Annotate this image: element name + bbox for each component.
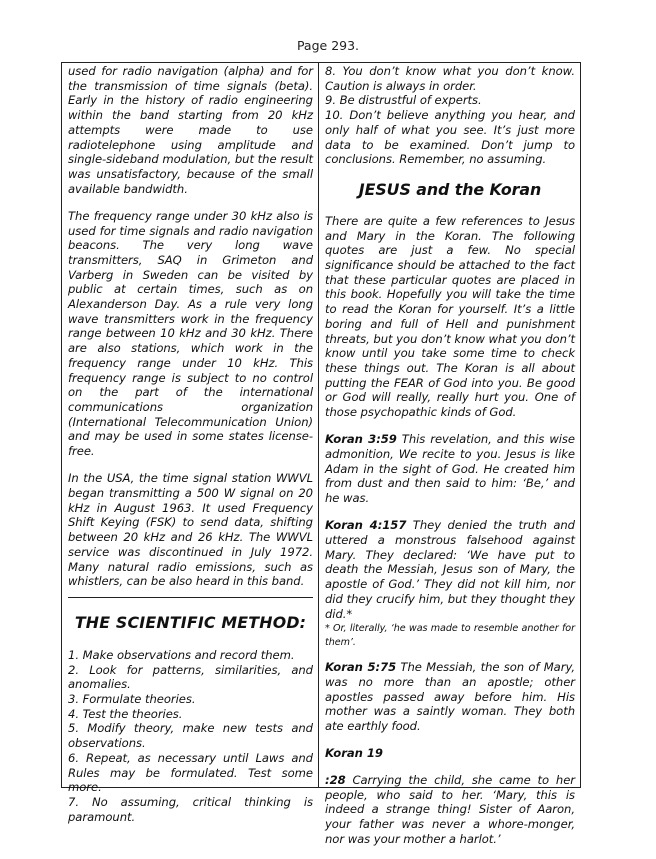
paragraph-koran-intro: There are quite a few references to Jesus and Mary in the Koran. The following quotes are just a few. No special significance should be attached to the fact that these particular quotes are placed in this book. Hopefully you will take the time to read the Koran for yourself. It’s a little boring and full of Hell and punishment threats, but you don’t know what you don’t know until you take some time to check these things out. The Koran is all about putting the FEAR of God into you. Be good or God will really, really hurt you. One of those psychopathic kinds of God. — [325, 213, 575, 420]
method-step: 2. Look for patterns, similarities, and anomalies. — [68, 662, 313, 692]
paragraph-vlf-history: used for radio navigation (alpha) and for the transmission of time signals (beta). Early in the history of radio engineering within the band starting from 20 kHz attempts were made to use radiotelephone using amplitude and single-sideband modulation, but the result was unsatisfactory, because of the small available bandwidth. — [68, 64, 313, 196]
page-number: Page 293. — [296, 38, 360, 53]
method-step: 1. Make observations and record them. — [68, 647, 295, 662]
method-step: 7. No assuming, critical thinking is paramount. — [68, 794, 313, 824]
method-step: 10. Don’t believe anything you hear, and only half of what you see. It’s just more data to be examined. Don’t jump to conclusions. Remember, no assuming. — [325, 108, 575, 167]
right-column — [325, 64, 575, 859]
verse-ref: Koran 4:157 — [325, 518, 407, 533]
method-step: 5. Modify theory, make new tests and observations. — [68, 721, 313, 751]
verse-ref: Koran 5:75 — [325, 660, 397, 675]
verse-text: This revelation, and this wise admonition, We recite to you. Jesus is like Adam in the sight of God. He created him from dust and then said to him: ‘Be,’ and he was. — [325, 432, 576, 506]
verse-koran-19-28 — [325, 773, 575, 847]
paragraph-vlf-frequency-range: The frequency range under 30 kHz also is used for time signals and radio navigation beacons. The very long wave transmitters, SAQ in Grimeton and Varberg in Sweden can be visited by public at certain times, such as on Alexanderson Day. As a rule very long wave transmitters work in the frequency range between 10 kHz and 30 kHz. There are also stations, which work in the frequency range under 10 kHz. This frequency range is subject to no control on the part of the international communications organization (International Telecommunication Union) and may be used in some states license-free. — [68, 208, 313, 459]
column-divider — [318, 63, 319, 787]
method-step: 4. Test the theories. — [68, 706, 183, 721]
paragraph-wwvl: In the USA, the time signal station WWVL began transmitting a 500 W signal on 20 kHz in August 1963. It used Frequency Shift Keying (FSK) to send data, shifting between 20 kHz and 26 kHz. The WWVL service was discontinued in July 1972. Many natural radio emissions, such as whistlers, can be also heard in this band. — [68, 471, 313, 589]
left-column — [68, 64, 313, 824]
method-step: 6. Repeat, as necessary until Laws and Rules may be formulated. Test some more. — [68, 750, 313, 795]
method-step: 8. You don’t know what you don’t know. Caution is always in order. — [325, 64, 575, 93]
verse-koran-4-157 — [325, 518, 575, 621]
method-step: 3. Formulate theories. — [68, 692, 196, 707]
verse-text: They denied the truth and uttered a monstrous falsehood against Mary. They declared: ‘We have put to death the Messiah, Jesus son of Mary, the apostle of God.’ They did not kill him, nor did they crucify him, but they thought they did.* — [325, 518, 575, 621]
surah-heading: Koran 19 — [325, 746, 383, 761]
verse-text: Carrying the child, she came to her people, who said to her. ‘Mary, this is indeed a strange thing! Sister of Aaron, your father was never a whore-monger, nor was your mother a harlot.’ — [325, 772, 575, 846]
verse-koran-3-59 — [325, 432, 575, 506]
section-divider-rule — [68, 597, 313, 598]
verse-text: The Messiah, the son of Mary, was no more than an apostle; other apostles passed away before him. His mother was a saintly woman. They both ate earthly food. — [325, 660, 575, 734]
section-heading-jesus-koran: JESUS and the Koran — [358, 179, 542, 199]
verse-koran-5-75 — [325, 660, 575, 734]
two-column-frame — [61, 62, 581, 846]
section-heading-scientific-method: THE SCIENTIFIC METHOD: — [74, 612, 307, 632]
verse-ref: Koran 3:59 — [325, 432, 397, 447]
footnote: * Or, literally, ‘he was made to resemble another for them’. — [325, 623, 575, 649]
verse-ref: :28 — [325, 772, 346, 787]
method-step: 9. Be distrustful of experts. — [325, 93, 482, 108]
